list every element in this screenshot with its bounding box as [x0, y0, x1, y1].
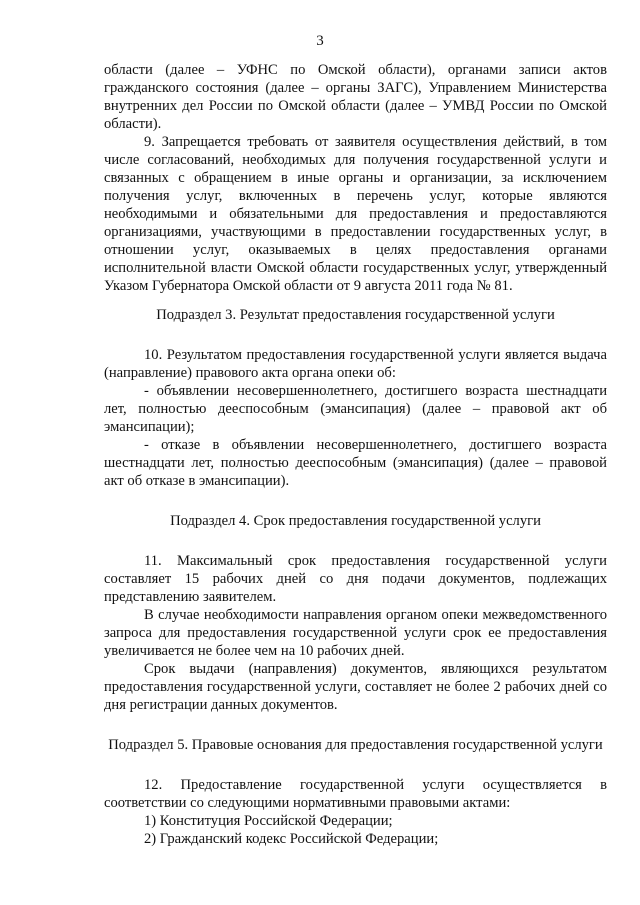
paragraph-12: 12. Предоставление государственной услуги осуществляется в соответствии со следующими нормативными правовыми актами: [104, 777, 607, 811]
spacer [104, 530, 607, 552]
paragraph-11-b: В случае необходимости направления органом опеки межведомственного запроса для предоставления государственной услуги срок ее предоставления увеличивается не более чем на 10 рабочих дней. [104, 607, 607, 659]
spacer [104, 324, 607, 346]
paragraph-10: 10. Результатом предоставления государственной услуги является выдача (направление) правового акта органа опеки об: [104, 347, 607, 381]
subsection-5-heading: Подраздел 5. Правовые основания для предоставления государственной услуги [108, 737, 603, 753]
spacer [104, 490, 607, 512]
paragraph-10-item-2: - отказе в объявлении несовершеннолетнего, достигшего возраста шестнадцати лет, полностью дееспособным (эмансипация) (далее – правовой акт об отказе в эмансипации). [104, 437, 607, 489]
paragraph-12-item-2: 2) Гражданский кодекс Российской Федерации; [144, 831, 439, 847]
paragraph-12-item-1: 1) Конституция Российской Федерации; [144, 813, 393, 829]
spacer [104, 754, 607, 776]
paragraph-9: 9. Запрещается требовать от заявителя осуществления действий, в том числе согласований, необходимых для получения государственной услуги и связанных с обращением в иные органы и организации, за исключением получения услуг, включенных в перечень услуг, которые являются необходимыми и обязательными для предоставления и предоставляются организациями, участвующими в предоставлении государственных услуг, в отношении услуг, оказываемых в целях предоставления органами исполнительной власти Омской области государственных услуг, утвержденный Указом Губернатора Омской области от 9 августа 2011 года № 81. [104, 134, 607, 294]
paragraph-continuation: области (далее – УФНС по Омской области), органами записи актов гражданского состояния (далее – органы ЗАГС), Управлением Министерства внутренних дел России по Омской области (далее – УМВД России по Омской области). [104, 62, 607, 132]
spacer [104, 714, 607, 736]
paragraph-11: 11. Максимальный срок предоставления государственной услуги составляет 15 рабочих дней со дня подачи документов, подлежащих представлению заявителем. [104, 553, 607, 605]
spacer [104, 295, 607, 306]
paragraph-10-item-1: - объявлении несовершеннолетнего, достигшего возраста шестнадцати лет, полностью дееспособным (эмансипация) (далее – правовой акт об эмансипации); [104, 383, 607, 435]
page-number: 3 [316, 33, 324, 49]
paragraph-11-c: Срок выдачи (направления) документов, являющихся результатом предоставления государственной услуги, составляет не более 2 рабочих дней со дня регистрации данных документов. [104, 661, 607, 713]
subsection-4-heading: Подраздел 4. Срок предоставления государственной услуги [170, 513, 541, 529]
document-body [104, 61, 607, 848]
subsection-3-heading: Подраздел 3. Результат предоставления государственной услуги [156, 307, 555, 323]
